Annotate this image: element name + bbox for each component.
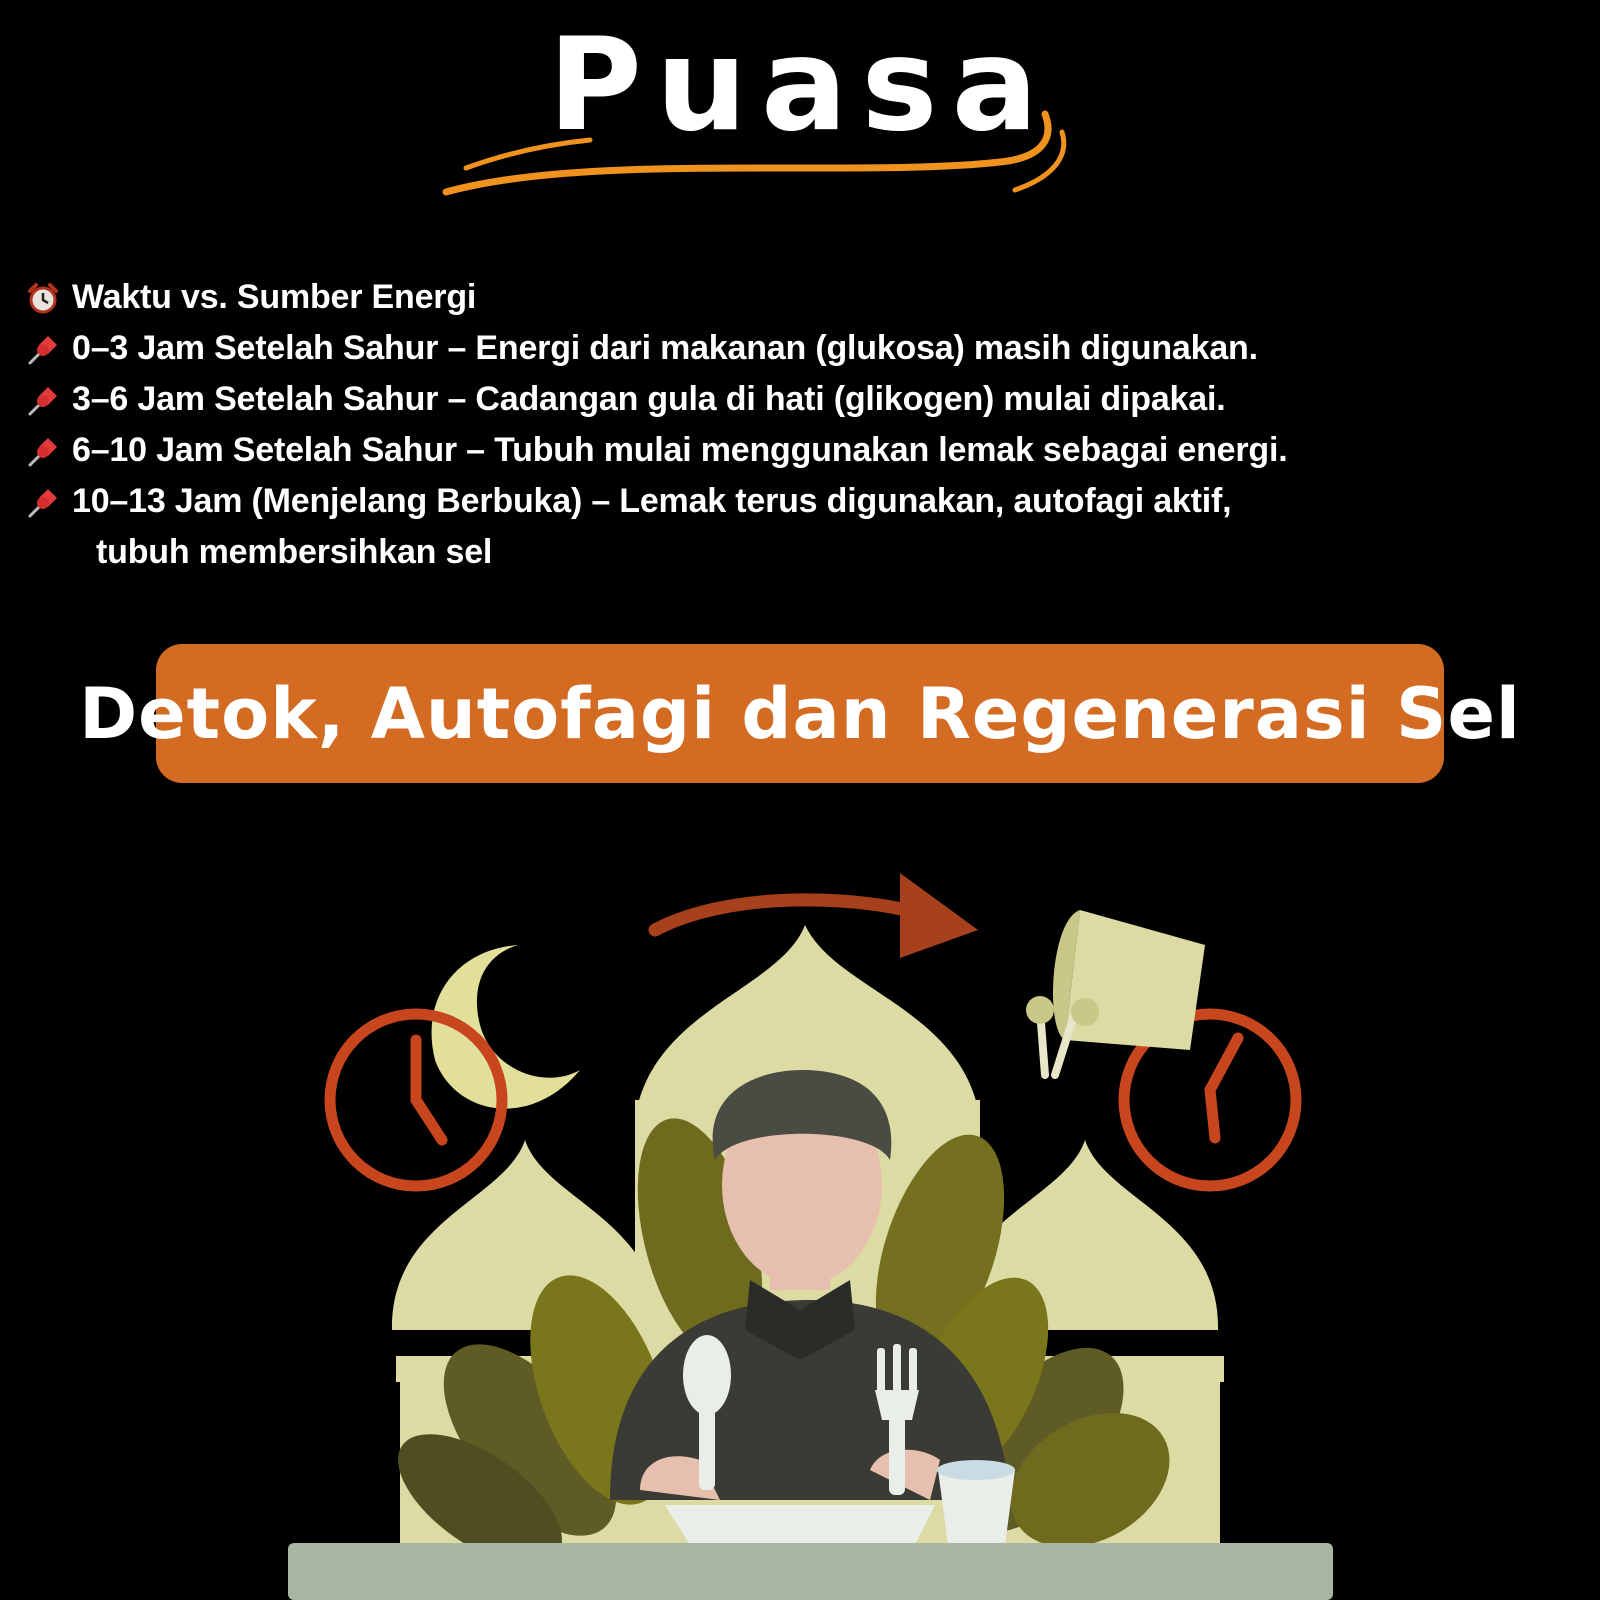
timeline-item bbox=[26, 374, 1586, 425]
page-title: Puasa bbox=[548, 11, 1052, 160]
timeline-item-multiline bbox=[72, 476, 1512, 578]
pushpin-icon bbox=[26, 425, 72, 476]
timeline-item bbox=[26, 323, 1586, 374]
timeline-item bbox=[26, 476, 1586, 578]
cup-icon bbox=[937, 1460, 1015, 1545]
timeline-item-text: 3–6 Jam Setelah Sahur – Cadangan gula di hati (glikogen) mulai dipakai. bbox=[72, 380, 1226, 418]
timeline-item-text: 0–3 Jam Setelah Sahur – Energi dari makanan (glukosa) masih digunakan. bbox=[72, 329, 1258, 367]
timeline-item-text: 6–10 Jam Setelah Sahur – Tubuh mulai menggunakan lemak sebagai energi. bbox=[72, 431, 1288, 469]
pushpin-icon bbox=[26, 476, 72, 527]
banner-text: Detok, Autofagi dan Regenerasi Sel bbox=[79, 672, 1521, 755]
lamp-icon bbox=[1026, 910, 1205, 1075]
timeline-item bbox=[26, 425, 1586, 476]
iftar-illustration bbox=[0, 850, 1600, 1600]
timeline-heading bbox=[26, 272, 1586, 323]
timeline-heading-text: Waktu vs. Sumber Energi bbox=[72, 278, 477, 316]
pushpin-icon bbox=[26, 323, 72, 374]
energy-timeline bbox=[26, 272, 1586, 578]
title-underline-swoosh bbox=[440, 100, 1100, 210]
table-surface bbox=[288, 1543, 1333, 1600]
alarm-clock-icon bbox=[26, 272, 72, 323]
timeline-item-continuation: tubuh membersihkan sel bbox=[96, 533, 493, 571]
pushpin-icon bbox=[26, 374, 72, 425]
highlight-banner bbox=[79, 644, 1521, 783]
plate-icon bbox=[665, 1505, 935, 1545]
timeline-item-text: 10–13 Jam (Menjelang Berbuka) – Lemak terus digunakan, autofagi aktif, bbox=[72, 482, 1232, 520]
